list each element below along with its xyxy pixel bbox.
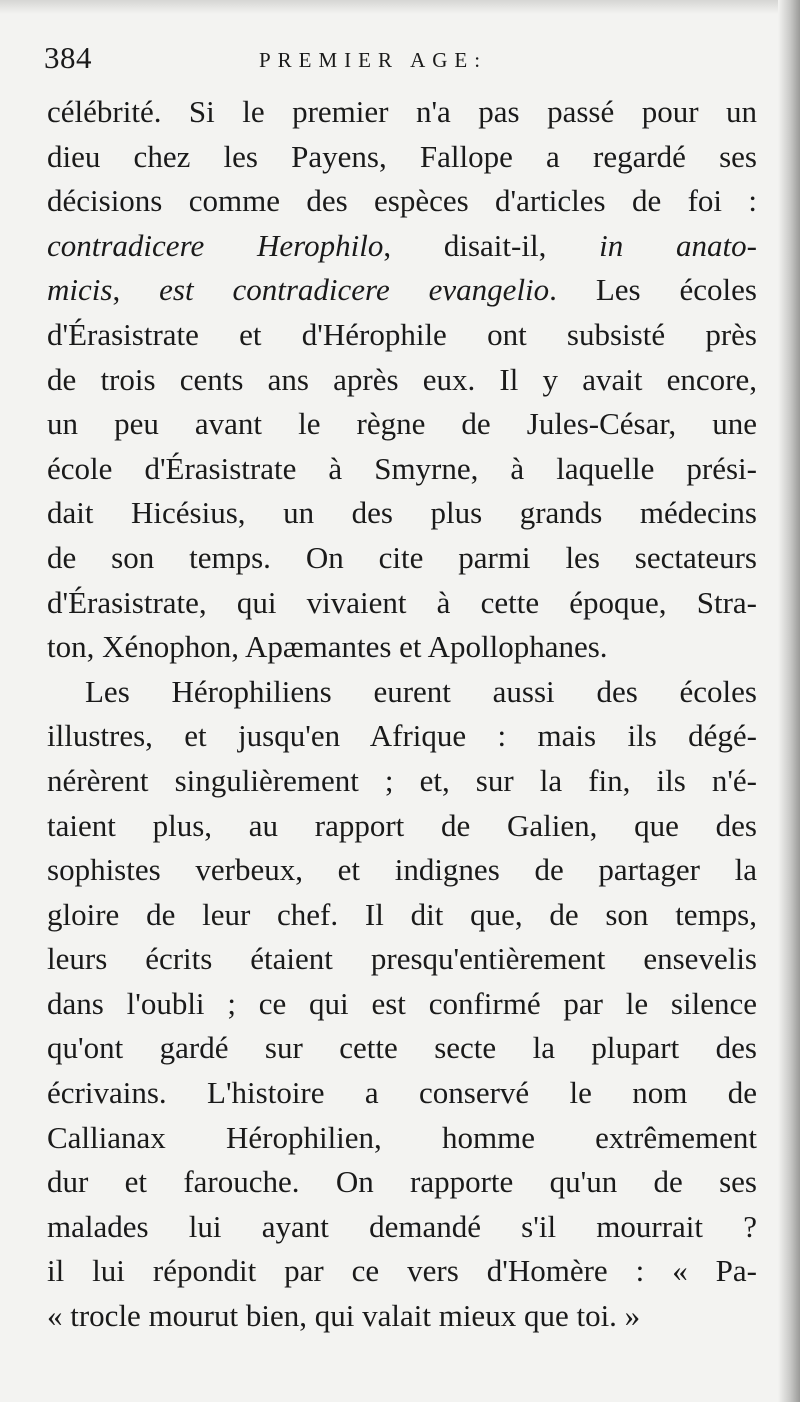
text-line: un peu avant le règne de Jules-César, une — [47, 406, 757, 442]
text-line: dans l'oubli ; ce qui est confirmé par le silence — [47, 985, 757, 1021]
page-number: 384 — [44, 40, 92, 75]
text-line: dait Hicésius, un des plus grands médecins — [47, 495, 757, 531]
text-line: écrivains. L'histoire a conservé le nom de — [47, 1075, 757, 1111]
text-segment: , disait-il, — [383, 227, 600, 263]
text-body — [47, 90, 757, 1339]
latin-quote: contradicere Herophilo — [47, 227, 384, 263]
page-top-shadow — [0, 0, 800, 14]
text-line: taient plus, au rapport de Galien, que des — [47, 807, 757, 843]
text-line: gloire de leur chef. Il dit que, de son temps, — [47, 896, 757, 932]
latin-quote: in anato- — [599, 227, 757, 263]
text-line: Callianax Hérophilien, homme extrêmement — [47, 1119, 757, 1155]
text-line: d'Érasistrate, qui vivaient à cette époque, Stra- — [47, 584, 757, 620]
text-line: de trois cents ans après eux. Il y avait encore, — [47, 361, 757, 397]
latin-quote: micis — [47, 272, 113, 308]
text-line: décisions comme des espèces d'articles de foi : — [47, 183, 757, 219]
text-segment: . Les écoles — [549, 272, 757, 308]
text-line: « trocle mourut bien, qui valait mieux que toi. » — [47, 1298, 641, 1334]
text-line: malades lui ayant demandé s'il mourrait ? — [47, 1208, 757, 1244]
text-line: il lui répondit par ce vers d'Homère : « Pa- — [47, 1253, 757, 1289]
latin-quote: est contradicere evangelio — [159, 272, 550, 308]
page-edge-shadow — [778, 0, 800, 1402]
text-line: qu'ont gardé sur cette secte la plupart des — [47, 1030, 757, 1066]
text-line: ton, Xénophon, Apæmantes et Apollophanes. — [47, 629, 608, 665]
text-line: dieu chez les Payens, Fallope a regardé ses — [47, 138, 757, 174]
text-line: d'Érasistrate et d'Hérophile ont subsisté près — [47, 316, 757, 352]
text-line: nérèrent singulièrement ; et, sur la fin, ils n'é- — [47, 762, 757, 798]
running-head: PREMIER AGE: — [259, 48, 488, 72]
text-line — [47, 268, 757, 313]
page-header — [44, 38, 760, 84]
text-line: leurs écrits étaient presqu'entièrement ensevelis — [47, 941, 757, 977]
text-line: dur et farouche. On rapporte qu'un de ses — [47, 1164, 757, 1200]
text-line — [47, 224, 757, 269]
text-line: Les Hérophiliens eurent aussi des écoles — [85, 673, 757, 709]
text-line: célébrité. Si le premier n'a pas passé pour un — [47, 94, 757, 129]
text-line: illustres, et jusqu'en Afrique : mais ils dégé- — [47, 718, 757, 754]
text-line: de son temps. On cite parmi les sectateurs — [47, 539, 757, 575]
text-segment: , — [112, 272, 160, 308]
text-line: sophistes verbeux, et indignes de partager la — [47, 852, 757, 888]
text-line: école d'Érasistrate à Smyrne, à laquelle prési- — [47, 450, 757, 486]
